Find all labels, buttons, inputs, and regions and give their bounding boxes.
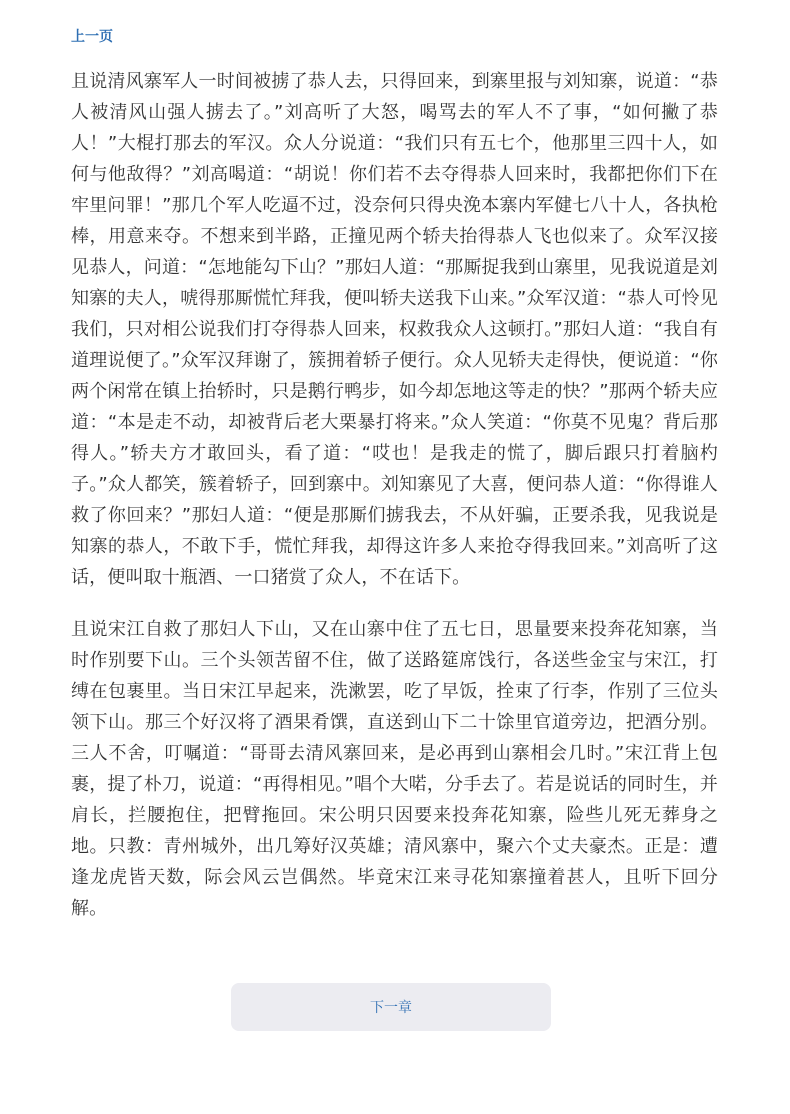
paragraph: 且说清风寨军人一时间被掳了恭人去，只得回来，到寨里报与刘知寨，说道：“恭人被清风山强人掳去了。”刘高听了大怒，喝骂去的军人不了事，“如何撇了恭人！”大棍打那去的军汉。众人分说道：“我们只有五七个，他那里三四十人，如何与他敌得？”刘高喝道：“胡说！你们若不去夺得恭人回来时，我都把你们下在牢里问罪！”那几个军人吃逼不过，没奈何只得央浼本寨内军健七八十人，各执枪棒，用意来夺。不想来到半路，正撞见两个轿夫抬得恭人飞也似来了。众军汉接见恭人，问道：“怎地能勾下山？”那妇人道：“那厮捉我到山寨里，见我说道是刘知寨的夫人，唬得那厮慌忙拜我，便叫轿夫送我下山来。”众军汉道：“恭人可怜见我们，只对相公说我们打夺得恭人回来，权救我众人这顿打。”那妇人道：“我自有道理说便了。”众军汉拜谢了，簇拥着轿子便行。众人见轿夫走得快，便说道：“你两个闲常在镇上抬轿时，只是鹅行鸭步，如今却怎地这等走的快？”那两个轿夫应道：“本是走不动，却被背后老大栗暴打将来。”众人笑道：“你莫不见鬼？背后那得人。”轿夫方才敢回头，看了道：“哎也！是我走的慌了，脚后跟只打着脑杓子。”众人都笑，簇着轿子，回到寨中。刘知寨见了大喜，便问恭人道：“你得谁人救了你回来？”那妇人道：“便是那厮们掳我去，不从奸骗，正要杀我，见我说是知寨的恭人，不敢下手，慌忙拜我，却得这许多人来抢夺得我回来。”刘高听了这话，便叫取十瓶酒、一口猪赏了众人，不在话下。 <box>71 71 718 588</box>
chapter-content <box>71 66 718 945</box>
next-chapter-button[interactable]: 下一章 <box>231 983 551 1031</box>
prev-page-link[interactable]: 上一页 <box>71 29 113 45</box>
paragraph: 且说宋江自救了那妇人下山，又在山寨中住了五七日，思量要来投奔花知寨，当时作别要下山。三个头领苦留不住，做了送路筵席饯行，各送些金宝与宋江，打缚在包裹里。当日宋江早起来，洗漱罢，吃了早饭，拴束了行李，作别了三位头领下山。那三个好汉将了酒果肴馔，直送到山下二十馀里官道旁边，把酒分别。三人不舍，叮嘱道：“哥哥去清风寨回来，是必再到山寨相会几时。”宋江背上包裹，提了朴刀，说道：“再得相见。”唱个大喏，分手去了。若是说话的同时生，并肩长，拦腰抱住，把臂拖回。宋公明只因要来投奔花知寨，险些儿死无葬身之地。只教：青州城外，出几筹好汉英雄；清风寨中，聚六个丈夫豪杰。正是：遭逢龙虎皆天数，际会风云岂偶然。毕竟宋江来寻花知寨撞着甚人，且听下回分解。 <box>71 619 718 919</box>
